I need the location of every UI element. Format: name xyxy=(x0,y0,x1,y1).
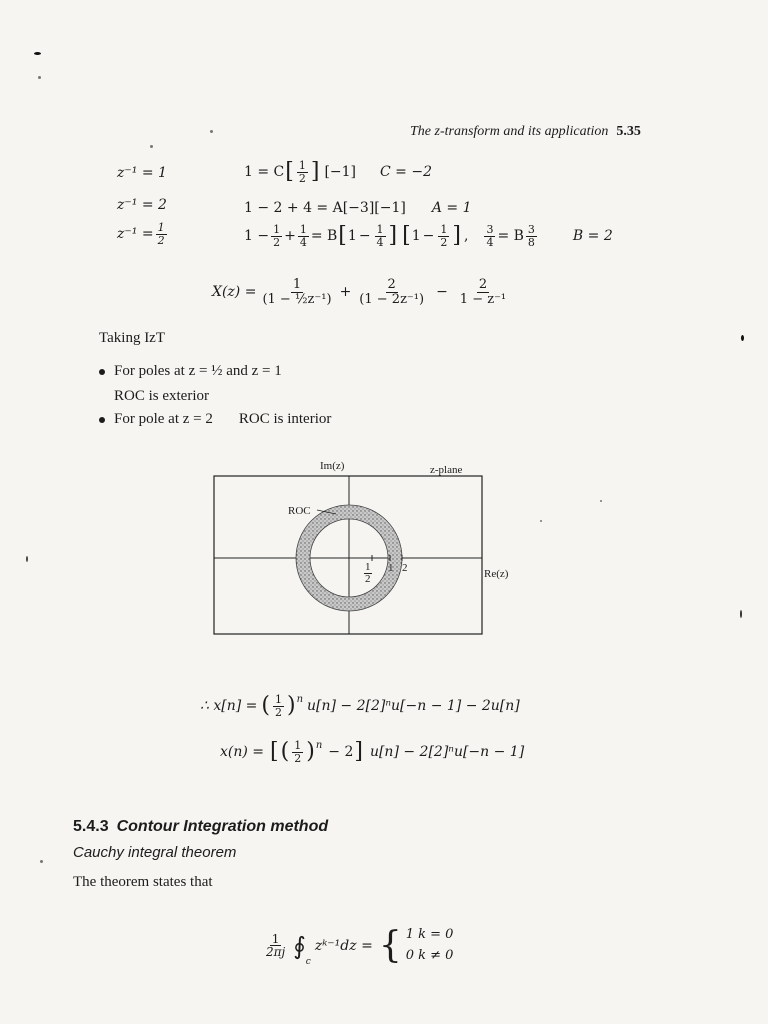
bullet-icon xyxy=(99,417,105,423)
subsection-heading: Cauchy integral theorem xyxy=(73,844,237,861)
re-axis-label: Re(z) xyxy=(484,568,509,580)
bullet-poles: For poles at z = ½ and z = 1 xyxy=(99,363,282,380)
theorem-intro: The theorem states that xyxy=(73,874,213,890)
bullet-pole-2: For pole at z = 2 ROC is interior xyxy=(99,411,331,428)
scan-speck xyxy=(34,52,41,55)
z-plane-label: z-plane xyxy=(430,464,463,476)
running-header xyxy=(410,124,641,140)
scan-speck xyxy=(540,520,542,522)
condition-2: z⁻¹ = 2 xyxy=(117,197,167,213)
two-label: 2 xyxy=(402,562,408,574)
condition-3: z⁻¹ = $\frac{1}{2}$ xyxy=(117,221,165,247)
scan-speck xyxy=(741,335,744,341)
condition-1: z⁻¹ = 1 xyxy=(117,165,167,181)
roc-label: ROC xyxy=(288,505,311,517)
scan-speck xyxy=(600,500,602,502)
bullet-icon xyxy=(99,369,105,375)
z-plane-figure xyxy=(212,458,522,638)
equation-row-3: 1 − $\frac{1}{2}$ + $\frac{1}{4}$ = B [ 1 − $\frac{1}{4}$ ] [ 1 − $\frac{1}{2}$ ] , $\frac{3}{4}$ = B $\frac{3}{8}$ B = 2 xyxy=(244,223,613,249)
equation-row-1: 1 = C [ $\frac{1}{2}$ ] [−1] C = −2 xyxy=(244,159,432,185)
scan-speck xyxy=(210,130,213,133)
scan-speck xyxy=(150,145,153,148)
running-title: The z-transform and its application xyxy=(410,124,609,139)
scan-speck xyxy=(26,556,28,562)
xz-equation: X(z) = $\frac{1}{\text{(1 − ½z⁻¹)}}$ + $\frac{2}{\text{(1 − 2z⁻¹)}}$ − $\frac{2}{\text{1 − z⁻¹}}$ xyxy=(212,277,507,307)
taking-izt: Taking IzT xyxy=(99,330,166,346)
section-heading: 5.4.3 Contour Integration method xyxy=(73,818,329,835)
scan-speck xyxy=(38,76,41,79)
half-label: 1 2 xyxy=(365,561,371,585)
xn-equation-2: x(n) = [ ( $\frac{1}{2}$ ) $^n$ − 2 ] u[n] − 2[2]ⁿu[−n − 1] xyxy=(220,739,525,765)
case-2: 0 k ≠ 0 xyxy=(405,947,454,963)
contour-integral: $\frac{1}{2\pi j}$ ∮ $_c$ zᵏ⁻¹dz = { 1 k = 0 0 k ≠ 0 xyxy=(266,924,454,967)
xn-equation-1: ∴ x[n] = ( $\frac{1}{2}$ ) $^n$ u[n] − 2[2]ⁿu[−n − 1] − 2u[n] xyxy=(200,693,520,719)
one-label: 1 xyxy=(388,562,394,574)
equation-row-2: 1 − 2 + 4 = A[−3][−1] A = 1 xyxy=(244,200,472,216)
case-1: 1 k = 0 xyxy=(405,927,454,942)
page-number: 5.35 xyxy=(616,124,641,139)
z-plane-svg xyxy=(212,458,522,638)
im-axis-label: Im(z) xyxy=(320,460,345,472)
bullet-poles-roc: ROC is exterior xyxy=(114,388,209,404)
scan-speck xyxy=(740,610,742,618)
scan-speck xyxy=(40,860,43,863)
